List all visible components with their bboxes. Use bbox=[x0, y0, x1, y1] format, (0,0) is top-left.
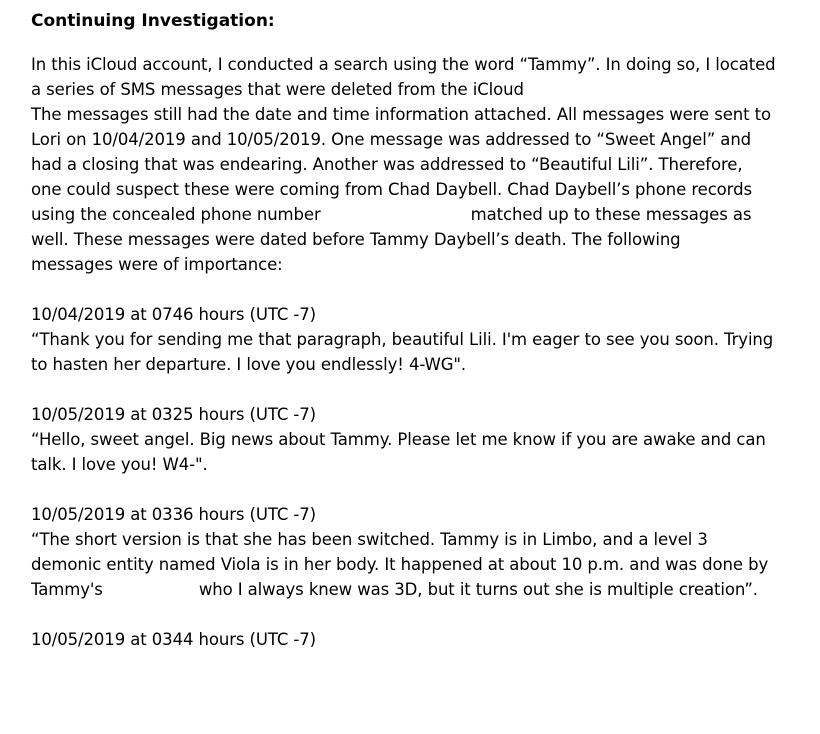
section-heading: Continuing Investigation: bbox=[31, 11, 275, 31]
intro-line-part: using the concealed phone number bbox=[31, 205, 321, 224]
intro-line: messages were of importance: bbox=[31, 255, 283, 274]
message-block bbox=[31, 402, 791, 477]
message-timestamp: 10/05/2019 at 0344 hours (UTC -7) bbox=[31, 630, 317, 649]
intro-line: Lori on 10/04/2019 and 10/05/2019. One message was addressed to “Sweet Angel” and bbox=[31, 130, 752, 149]
message-text-part: Tammy's bbox=[31, 580, 103, 599]
message-timestamp: 10/05/2019 at 0325 hours (UTC -7) bbox=[31, 405, 317, 424]
message-text-line: demonic entity named Viola is in her body. It happened at about 10 p.m. and was done by bbox=[31, 555, 769, 574]
message-block bbox=[31, 502, 791, 602]
intro-line: one could suspect these were coming from Chad Daybell. Chad Daybell’s phone records bbox=[31, 180, 752, 199]
intro-line: In this iCloud account, I conducted a search using the word “Tammy”. In doing so, I located bbox=[31, 55, 776, 74]
message-timestamp: 10/04/2019 at 0746 hours (UTC -7) bbox=[31, 305, 317, 324]
paragraph-spacer bbox=[31, 477, 791, 502]
message-block bbox=[31, 627, 791, 652]
message-text-line: to hasten her departure. I love you endlessly! 4-WG". bbox=[31, 355, 467, 374]
message-text-part: who I always knew was 3D, but it turns out she is multiple creation”. bbox=[198, 580, 758, 599]
intro-line-redacted bbox=[31, 202, 791, 227]
intro-line: a series of SMS messages that were deleted from the iCloud bbox=[31, 80, 524, 99]
paragraph-spacer bbox=[31, 277, 791, 302]
paragraph-spacer bbox=[31, 602, 791, 627]
message-block bbox=[31, 302, 791, 377]
document-page bbox=[31, 9, 791, 652]
message-text-line: talk. I love you! W4-". bbox=[31, 455, 208, 474]
intro-line: The messages still had the date and time information attached. All messages were sent to bbox=[31, 105, 771, 124]
intro-line: had a closing that was endearing. Another was addressed to “Beautiful Lili”. Therefore, bbox=[31, 155, 743, 174]
intro-line: well. These messages were dated before Tammy Daybell’s death. The following bbox=[31, 230, 681, 249]
message-timestamp: 10/05/2019 at 0336 hours (UTC -7) bbox=[31, 505, 317, 524]
message-text-line: “The short version is that she has been switched. Tammy is in Limbo, and a level 3 bbox=[31, 530, 708, 549]
message-text-line-redacted bbox=[31, 577, 791, 602]
message-text-line: “Thank you for sending me that paragraph, beautiful Lili. I'm eager to see you soon. Trying bbox=[31, 330, 774, 349]
intro-line-part: matched up to these messages as bbox=[470, 205, 752, 224]
intro-paragraph bbox=[31, 52, 791, 277]
paragraph-spacer bbox=[31, 377, 791, 402]
message-text-line: “Hello, sweet angel. Big news about Tammy. Please let me know if you are awake and can bbox=[31, 430, 766, 449]
